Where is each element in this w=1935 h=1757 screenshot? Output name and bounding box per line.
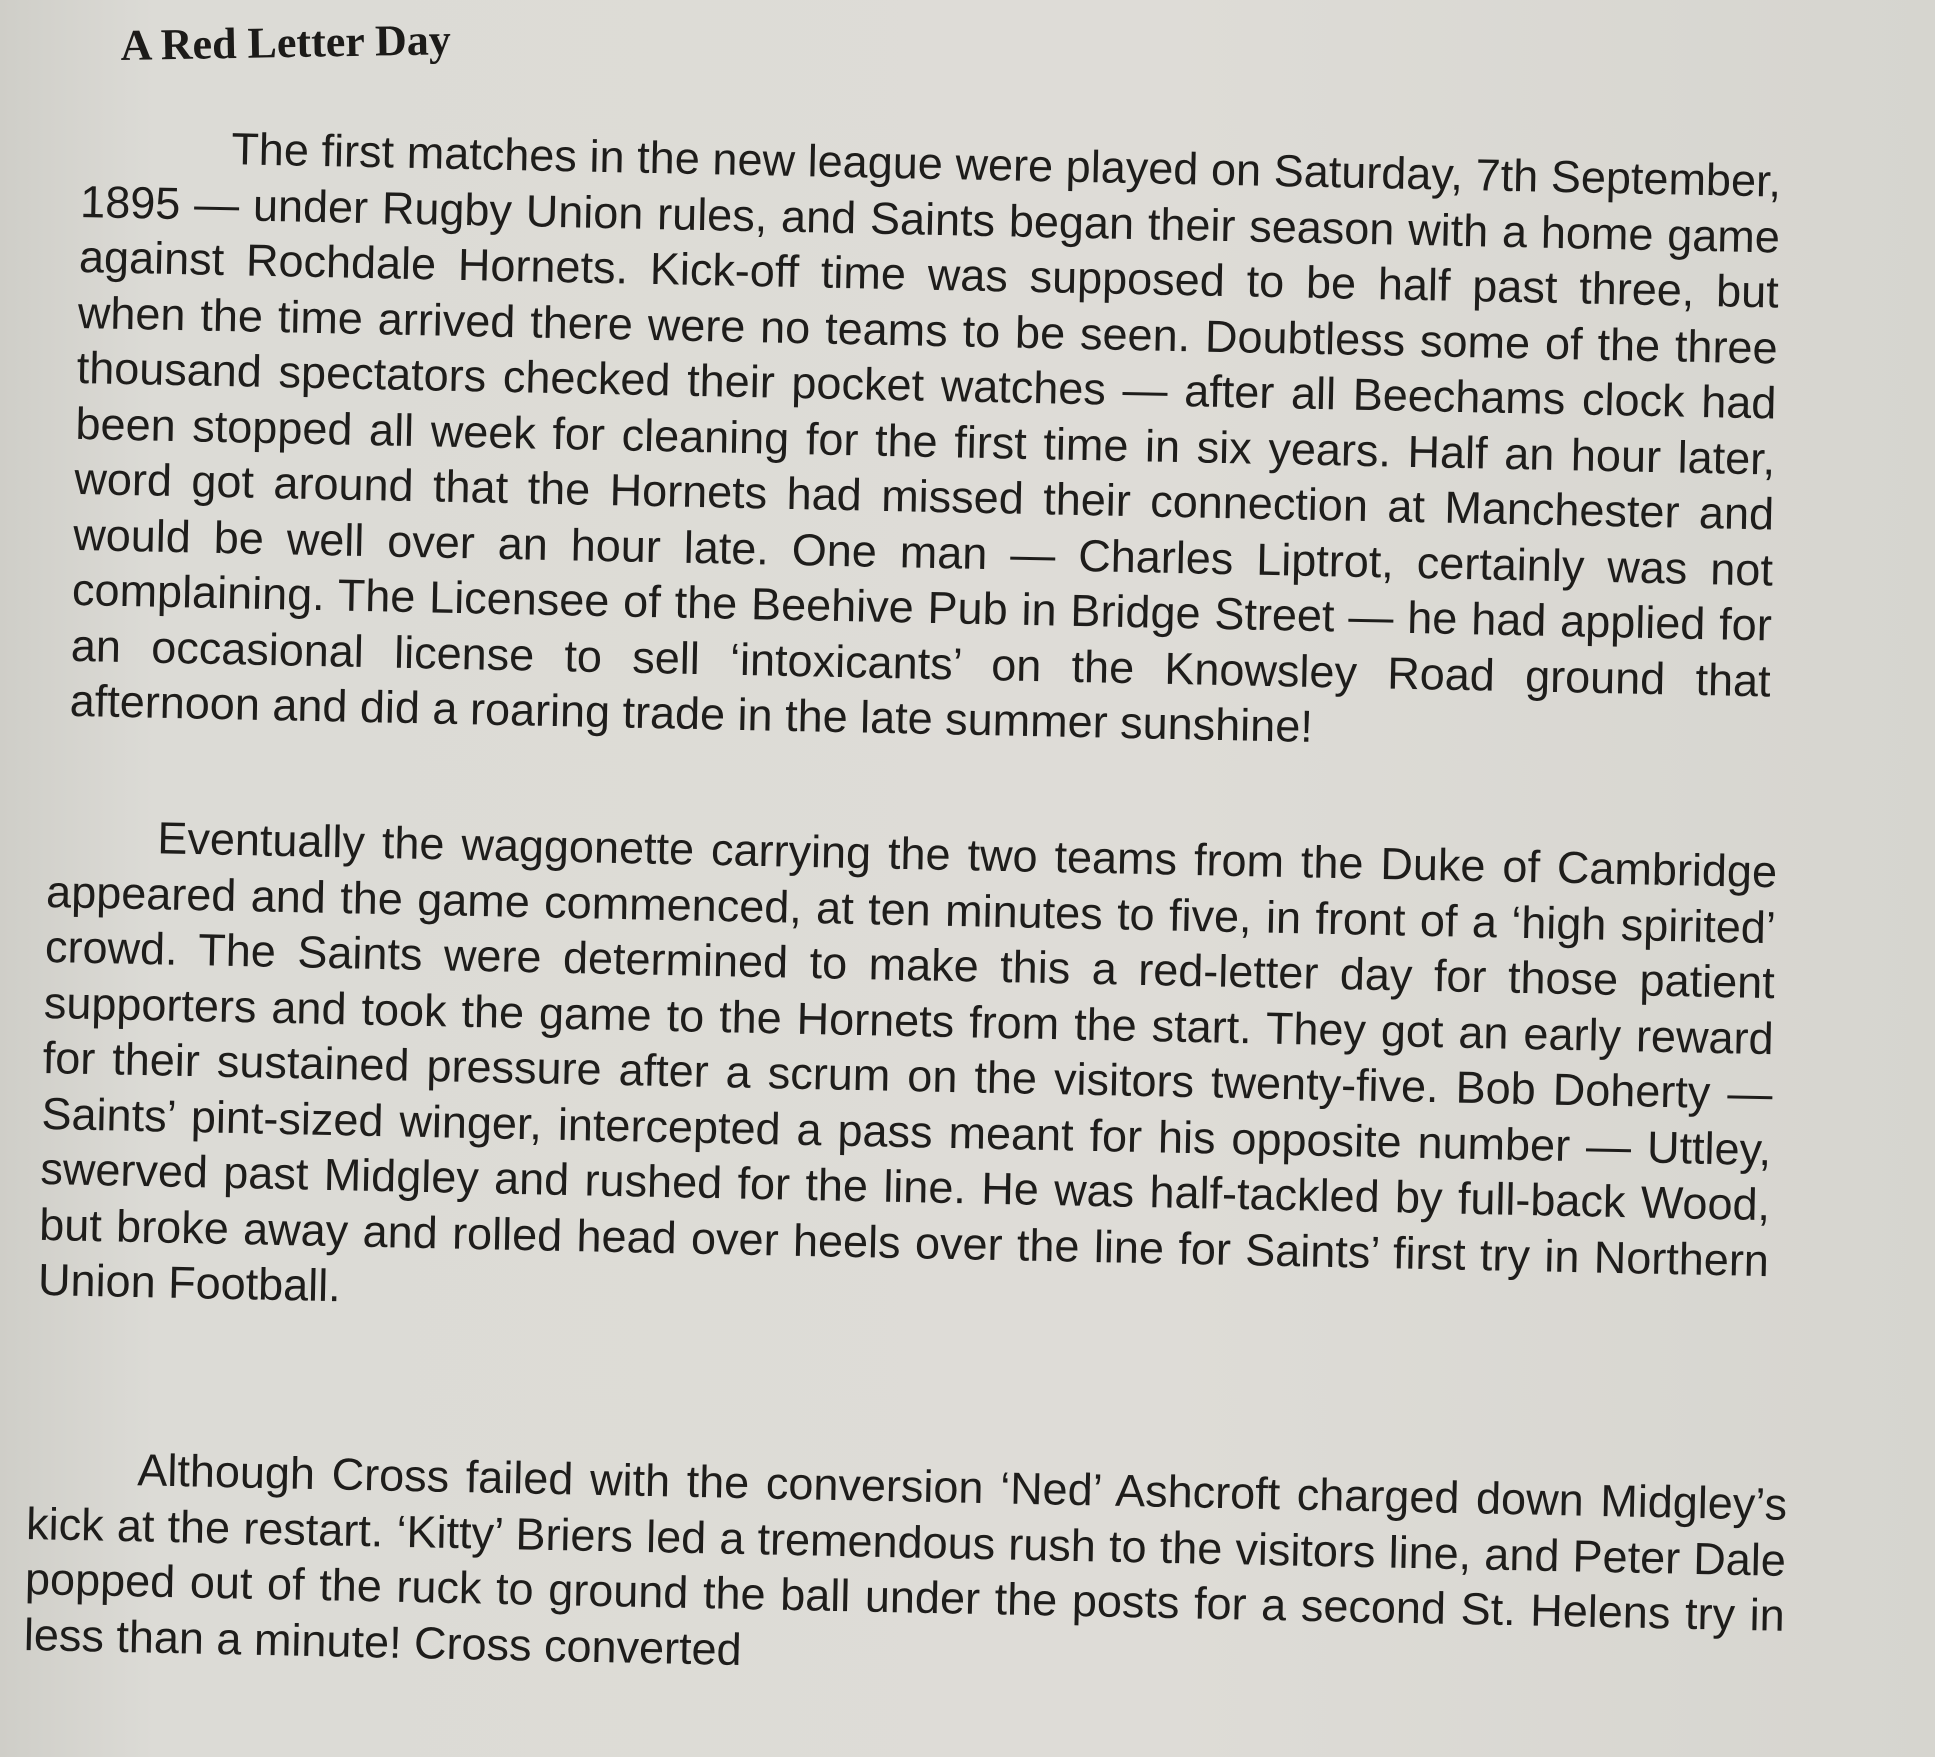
paragraph-2: Eventually the waggonette carrying the two teams from the Duke of Cambridge appeared and the game commenced, at ten minutes to five, in front of a ‘high spirited’ crowd. The Saints were determined to make this a red-letter day for those patient supporters and took the game to the Hornets from the start. They got an early reward for their sustained pressure after a scrum on the visitors twenty-five. Bob Doherty — Saints’ pint-sized winger, intercepted a pass meant for his opposite number — Uttley, swerved past Midgley and rushed for the line. He was half-tackled by full-back Wood, but broke away and rolled head over heels over the line for Saints’ first try in Northern Union Football. — [37, 812, 1778, 1312]
paragraph-1: The first matches in the new league were played on Saturday, 7th September, 1895 — under Rugby Union rules, and Saints began their season with a home game against Rochdale Hornets. Kick-off time was supposed to be half past three, but when the time arrived there were no teams to be seen. Doubtless some of the three thousand spectators checked their pocket watches — after all Beechams clock had been stopped all week for cleaning for the first time in six years. Half an hour later, word got around that the Hornets had missed their connection at Manchester and would be well over an hour late. One man — Charles Liptrot, certainly was not complaining. The Licensee of the Beehive Pub in Bridge Street — he had applied for an occasional license to sell ‘intoxicants’ on the Knowsley Road ground that afternoon and did a roaring trade in the late summer sunshine! — [69, 123, 1782, 752]
section-heading: A Red Letter Day — [120, 15, 452, 70]
paragraph-3: Although Cross failed with the conversion ‘Ned’ Ashcroft charged down Midgley’s kick at the restart. ‘Kitty’ Briers led a tremendous rush to the visitors line, and Peter Dale popped out of the ruck to ground the ball under the posts for a second St. Helens try in less than a minute! Cross converted — [23, 1444, 1788, 1675]
